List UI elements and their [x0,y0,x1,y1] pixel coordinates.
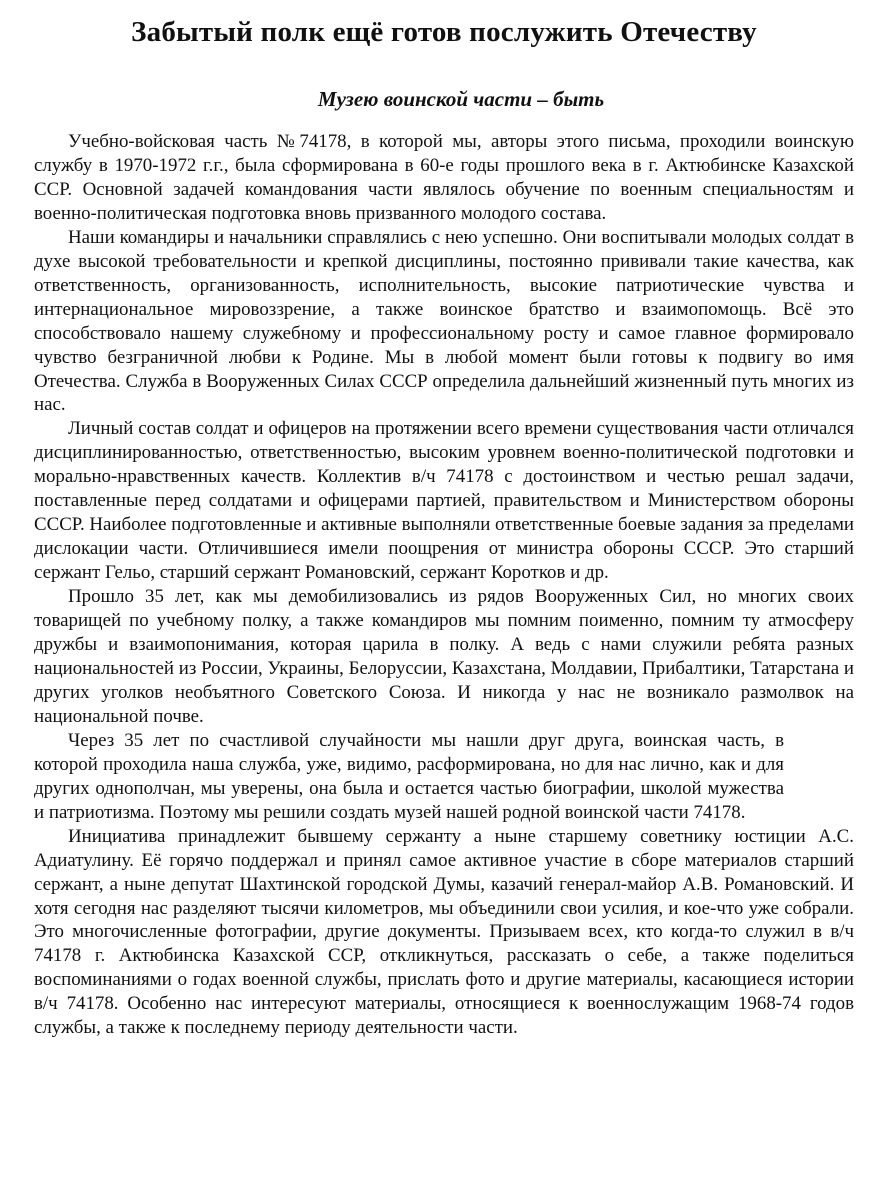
paragraph-3: Личный состав солдат и офицеров на протяжении всего времени существования части отличался дисциплинированностью, ответственностью, высоким уровнем военно-политической подготовки и морально-нравственных качеств. Коллектив в/ч 74178 с достоинством и честью решал задачи, поставленные перед солдатами и офицерами партией, правительством и Министерством обороны СССР. Наиболее подготовленные и активные выполняли ответственные боевые задания за пределами дислокации части. Отличившиеся имели поощрения от министра обороны СССР. Это старший сержант Гельо, старший сержант Романовский, сержант Коротков и др. [34,418,855,584]
document-title: Забытый полк ещё готов послужить Отечеству [131,16,757,48]
article-body [34,130,854,1040]
paragraph-2: Наши командиры и начальники справлялись с нею успешно. Они воспитывали молодых солдат в духе высокой требовательности и крепкой дисциплины, постоянно прививали такие качества, как ответственность, организованность, исполнительность, высокие патриотические чувства и интернациональное мировоззрение, а также воинское братство и взаимопомощь. Всё это способствовало нашему служебному и профессиональному росту и самое главное формировало чувство безграничной любви к Родине. Мы в любой момент были готовы к подвигу во имя Отечества. Служба в Вооруженных Силах СССР определила дальнейший жизненный путь многих из нас. [34,226,854,416]
paragraph-5: Через 35 лет по счастливой случайности мы нашли друг друга, воинская часть, в которой проходила наша служба, уже, видимо, расформирована, но для нас лично, как и для других однополчан, мы уверены, она была и остается частью биографии, школой мужества и патриотизма. Поэтому мы решили создать музей нашей родной воинской части 74178. [34,729,784,823]
document-subtitle: Музею воинской части – быть [317,87,605,111]
paragraph-4: Прошло 35 лет, как мы демобилизовались из рядов Вооруженных Сил, но многих своих товарищей по учебному полку, а также командиров мы помним поименно, помним ту атмосферу дружбы и взаимопонимания, которая царила в полку. А ведь с нами служили ребята разных национальностей из России, Украины, Белоруссии, Казахстана, Молдавии, Прибалтики, Татарстана и других уголков необъятного Советского Союза. И никогда у нас не возникало размолвок на национальной почве. [34,586,854,727]
paragraph-6: Инициатива принадлежит бывшему сержанту а ныне старшему советнику юстиции А.С. Адиатулину. Её горячо поддержал и принял самое активное участие в сборе материалов старший сержант, а ныне депутат Шахтинской городской Думы, казачий генерал-майор А.В. Романовский. И хотя сегодня нас разделяют тысячи километров, мы объединили свои усилия, и кое-что уже собрали. Это многочисленные фотографии, другие документы. Призываем всех, кто когда-то служил в в/ч 74178 г. Актюбинска Казахской ССР, откликнуться, рассказать о себе, а также поделиться воспоминаниями о годах военной службы, прислать фото и другие материалы, касающиеся истории в/ч 74178. Особенно нас интересуют материалы, относящиеся к военнослужащим 1968-74 годов службы, а также к последнему периоду деятельности части. [34,825,854,1039]
paragraph-1: Учебно-войсковая часть №74178, в которой мы, авторы этого письма, проходили воинскую службу в 1970-1972 г.г., была сформирована в 60-е годы прошлого века в г. Актюбинске Казахской ССР. Основной задачей командования части являлось обучение по военным специальностям и военно-политическая подготовка вновь призванного молодого состава. [34,131,854,224]
